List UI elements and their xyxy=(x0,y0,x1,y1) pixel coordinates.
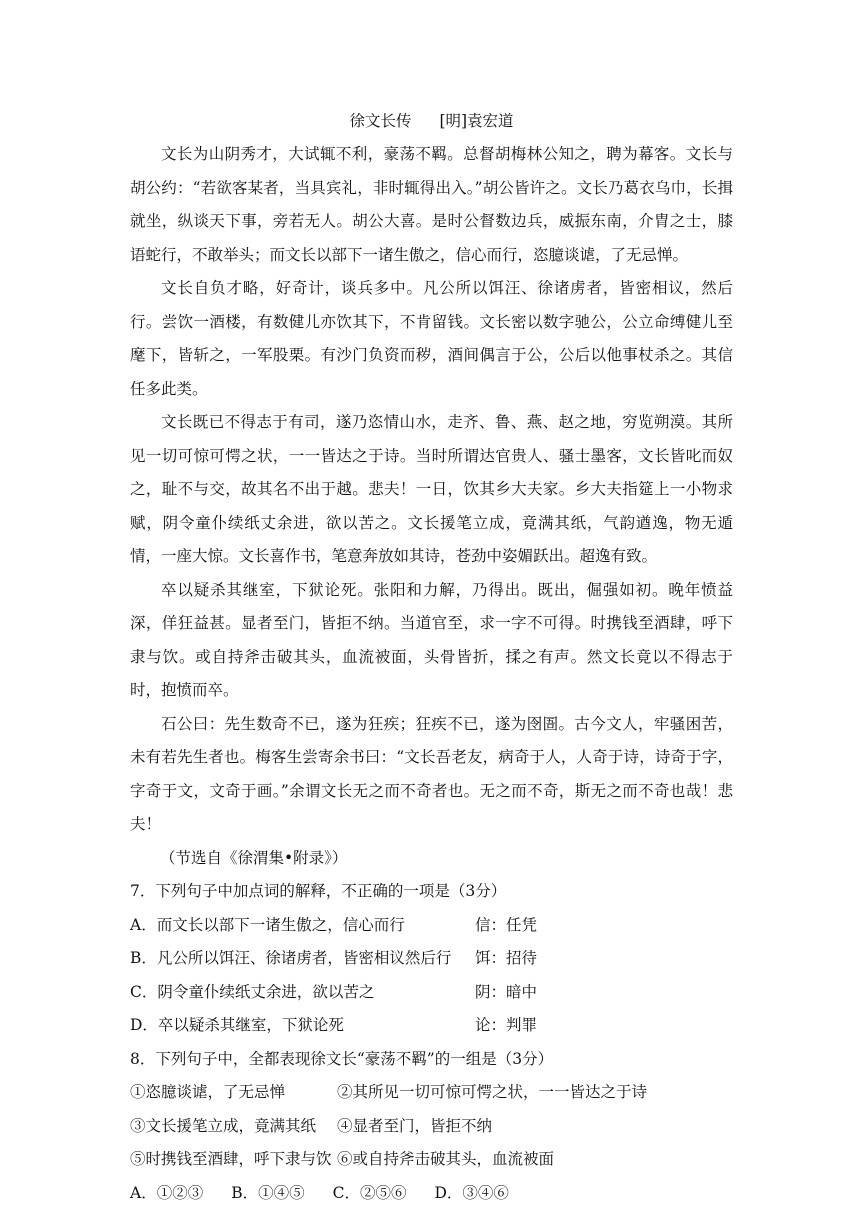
q7-option-d xyxy=(130,1009,733,1043)
option-sentence: D．卒以疑杀其继室，下狱论死 xyxy=(130,1016,344,1034)
author-text: [明]袁宏道 xyxy=(439,112,514,130)
option-gloss: 论：判罪 xyxy=(475,1016,538,1034)
title-text: 徐文长传 xyxy=(349,112,412,130)
option-sentence: B．凡公所以饵汪、徐诸虏者，皆密相议然后行 xyxy=(130,949,452,967)
q8-choice-b: B．①④⑤ xyxy=(231,1183,305,1202)
paragraph-1: 文长为山阴秀才，大试辄不利，豪荡不羁。总督胡梅林公知之，聘为幕客。文长与胡公约：“若欲客某者，当具宾礼，非时辄得出入。”胡公皆许之。文长乃葛衣乌巾，长揖就坐，纵谈天下事，旁若无人。胡公大喜。是时公督数边兵，威振东南，介胄之士，膝语蛇行，不敢举头；而文长以部下一诸生傲之，信心而行，恣臆谈谑，了无忌惮。 xyxy=(130,145,733,264)
q8-sentence-row-2 xyxy=(130,1110,733,1144)
document-content xyxy=(130,108,733,1210)
q8-sentence: ①恣臆谈谑，了无忌惮 xyxy=(130,1083,286,1101)
q8-sentence: ④显者至门，皆拒不纳 xyxy=(337,1116,493,1135)
q8-sentence: ③文长援笔立成，竟满其纸 xyxy=(130,1116,317,1135)
paragraph-4: 卒以疑杀其继室，下狱论死。张阳和力解，乃得出。既出，倔强如初。晚年愤益深，佯狂益甚。显者至门，皆拒不纳。当道官至，求一字不可得。时携钱至酒肆，呼下隶与饮。或自持斧击破其头，血流被面，头骨皆折，揉之有声。然文长竟以不得志于时，抱愤而卒。 xyxy=(130,580,733,699)
option-sentence: A．而文长以部下一诸生傲之，信心而行 xyxy=(130,915,405,934)
q7-option-b xyxy=(130,942,733,976)
paragraph-5: 石公曰：先生数奇不已，遂为狂疾；狂疾不已，遂为囹圄。古今文人，牢骚困苦，未有若先生者也。梅客生尝寄余书曰：“文长吾老友，病奇于人，人奇于诗，诗奇于字，字奇于文，文奇于画。”余谓文长无之而不奇者也。无之而不奇，斯无之而不奇也哉！悲夫！ xyxy=(130,714,733,833)
option-sentence: C．阴令童仆续纸丈余进，欲以苦之 xyxy=(130,982,375,1001)
question-7-stem: 7．下列句子中加点词的解释，不正确的一项是（3分） xyxy=(130,882,507,900)
passage-title xyxy=(130,108,733,135)
q7-option-c xyxy=(130,976,733,1010)
paragraph-2: 文长自负才略，好奇计，谈兵多中。凡公所以饵汪、徐诸虏者，皆密相议，然后行。尝饮一酒楼，有数健儿亦饮其下，不肯留钱。文长密以数字驰公，公立命缚健儿至麾下，皆斩之，一军股栗。有沙门负资而秽，酒间偶言于公，公后以他事杖杀之。其信任多此类。 xyxy=(130,279,733,398)
option-gloss: 阴：暗中 xyxy=(475,982,538,1001)
paragraph-3: 文长既已不得志于有司，遂乃恣情山水，走齐、鲁、燕、赵之地，穷览朔漠。其所见一切可惊可愕之状，一一皆达之于诗。当时所谓达官贵人、骚士墨客，文长皆叱而奴之，耻不与交，故其名不出于越。悲夫！一日，饮其乡大夫家。乡大夫指筵上一小物求赋，阴令童仆续纸丈余进，欲以苦之。文长援笔立成，竟满其纸，气韵遒逸，物无遁情，一座大惊。文长喜作书，笔意奔放如其诗，苍劲中姿媚跃出。超逸有致。 xyxy=(130,413,733,565)
q8-sentence-row-3 xyxy=(130,1143,733,1177)
q7-option-a xyxy=(130,909,733,943)
q8-sentence: ⑤时携钱至酒肆，呼下隶与饮 xyxy=(130,1150,332,1168)
q8-choice-a: A．①②③ xyxy=(130,1183,204,1202)
q8-choices xyxy=(130,1177,733,1211)
q8-sentence: ⑥或自持斧击破其头，血流被面 xyxy=(337,1150,555,1168)
q8-choice-c: C．②⑤⑥ xyxy=(332,1183,407,1202)
q8-sentence: ②其所见一切可惊可愕之状，一一皆达之于诗 xyxy=(337,1083,648,1101)
q8-choice-d: D．③④⑥ xyxy=(434,1183,509,1202)
option-gloss: 信：任凭 xyxy=(475,915,538,934)
q8-sentence-row-1 xyxy=(130,1076,733,1110)
option-gloss: 饵：招待 xyxy=(475,949,538,967)
source-note: （节选自《徐渭集•附录》） xyxy=(160,848,348,867)
question-8-stem: 8．下列句子中，全都表现徐文长“豪荡不羁”的一组是（3分） xyxy=(130,1049,554,1068)
